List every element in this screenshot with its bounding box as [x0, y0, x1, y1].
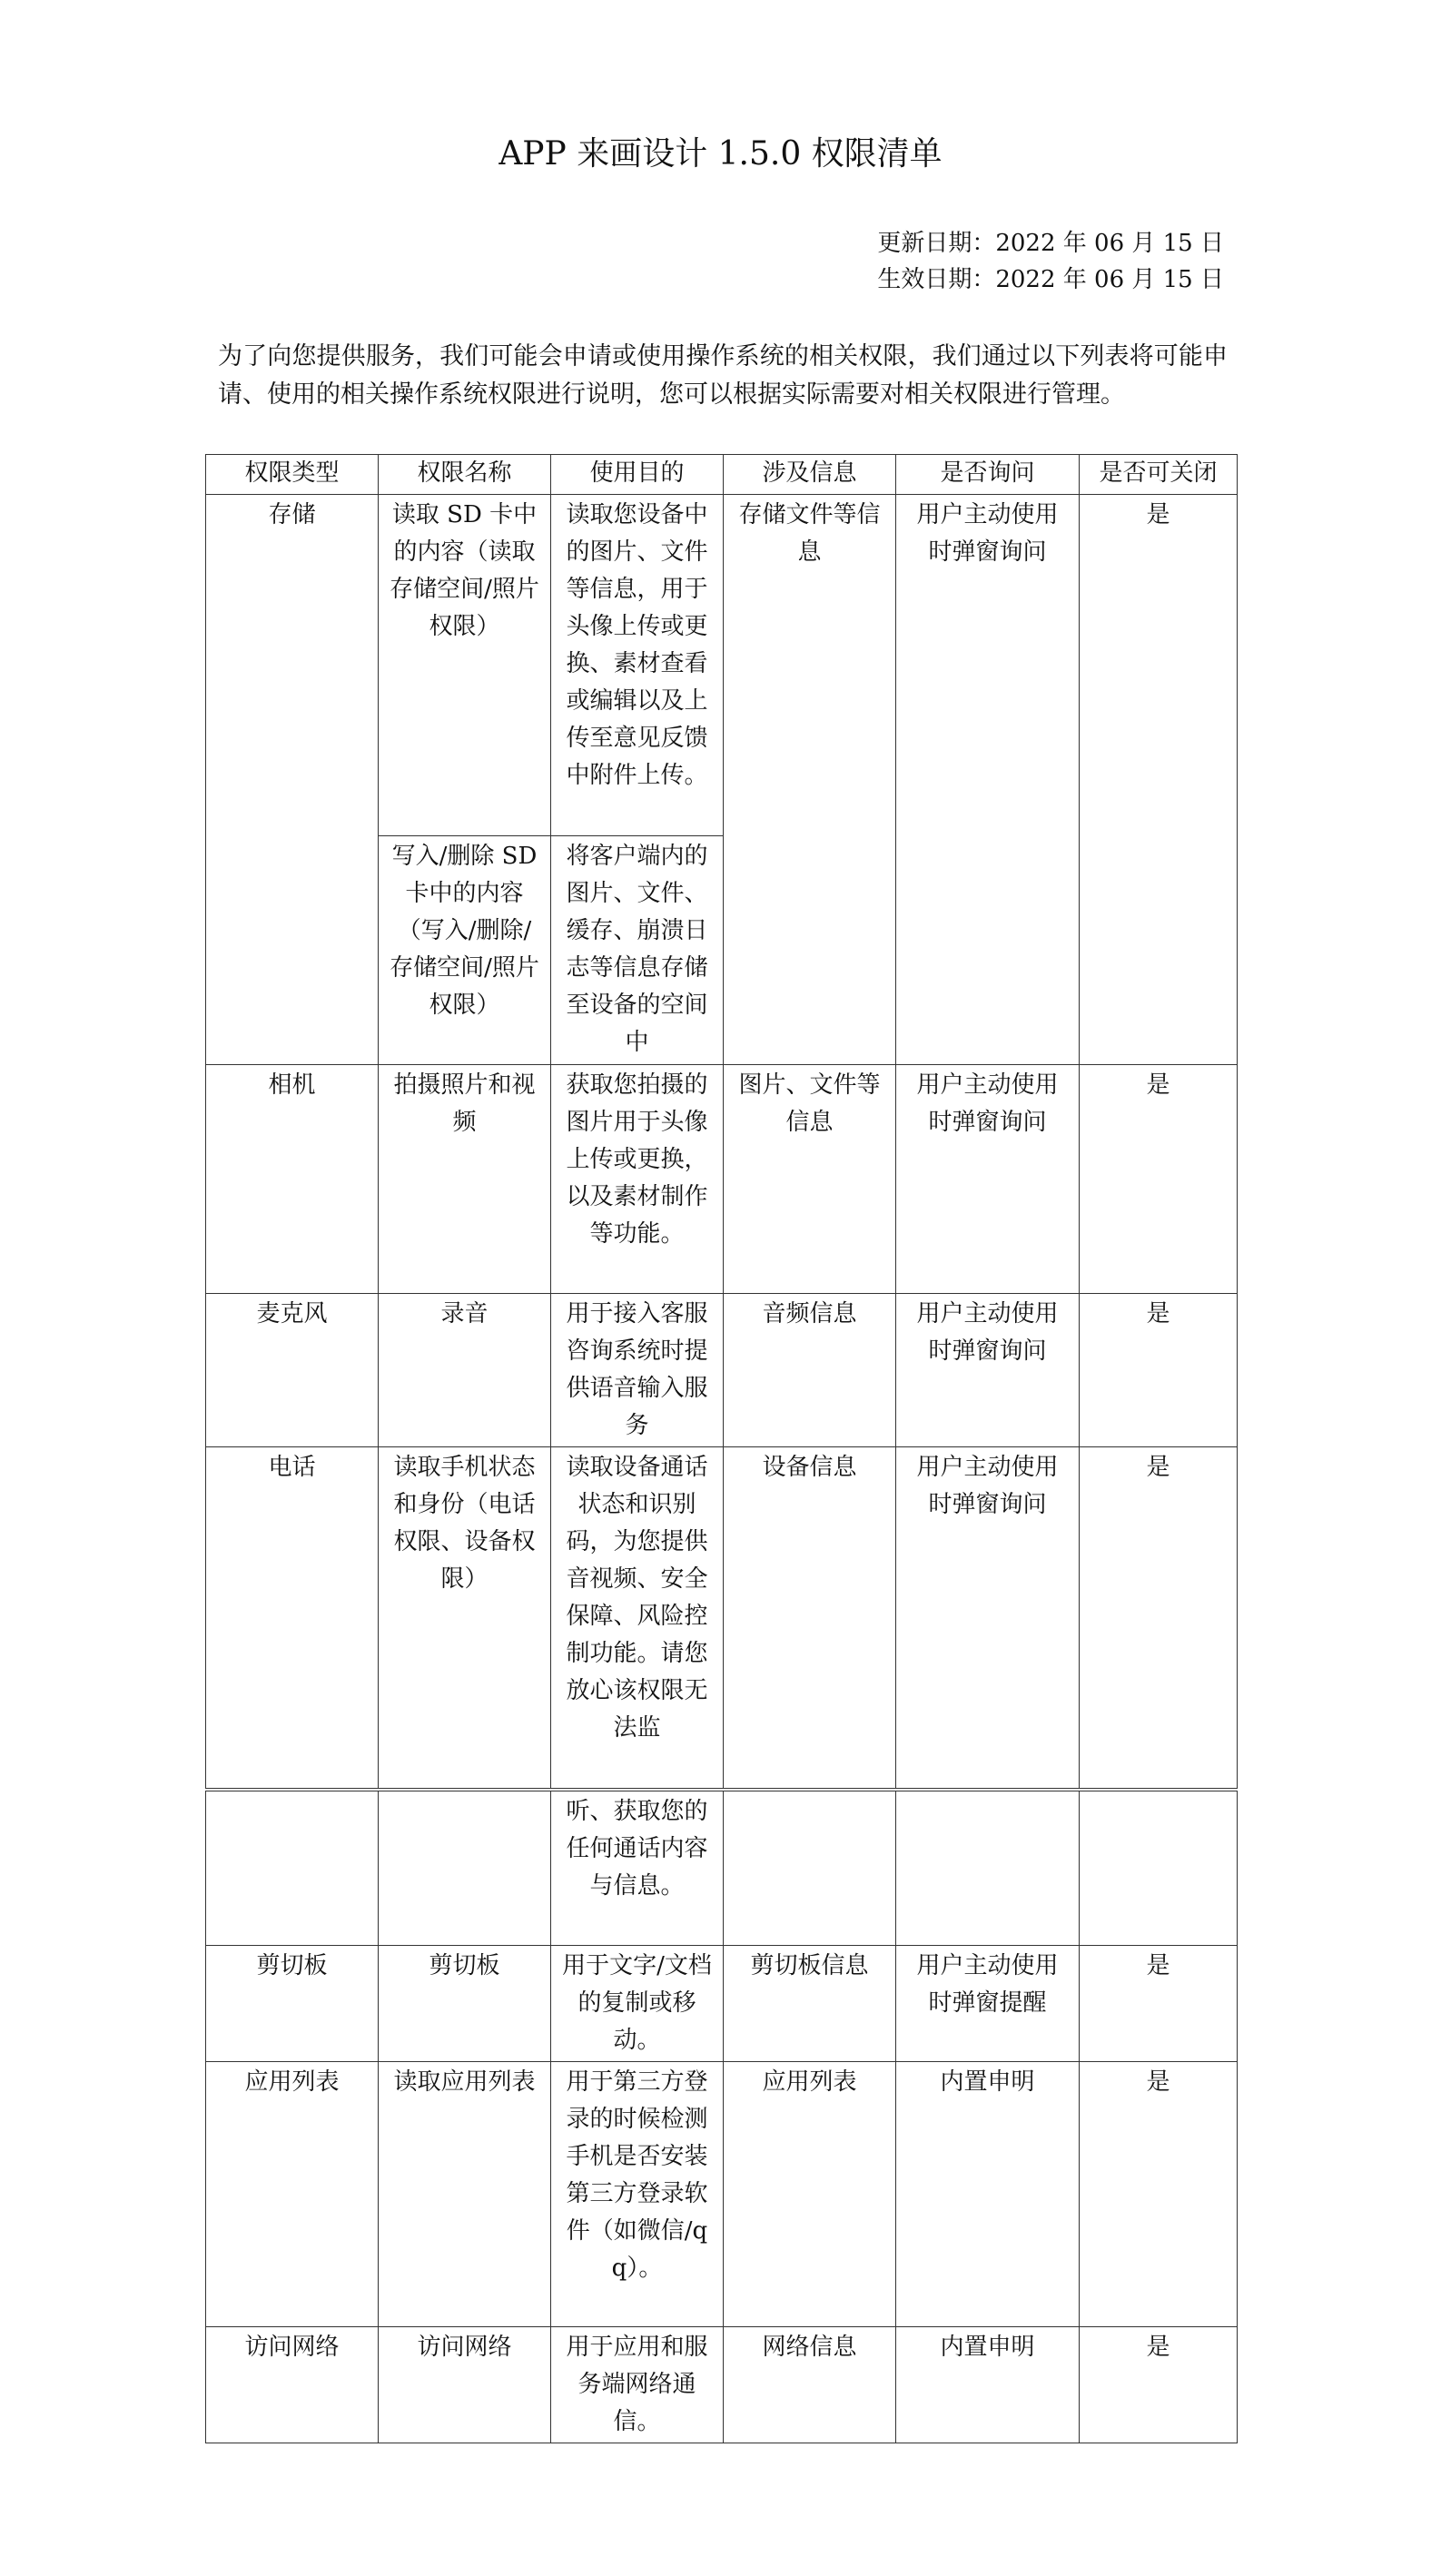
cell-info: 剪切板信息 [724, 1946, 896, 2062]
header-permission-type: 权限类型 [206, 455, 379, 495]
table-row [206, 1946, 1238, 2062]
cell-closable: 是 [1080, 2062, 1238, 2327]
table-row [206, 2062, 1238, 2327]
document-title: APP 来画设计 1.5.0 权限清单 [498, 135, 943, 173]
cell-name: 读取 SD 卡中的内容（读取存储空间/照片权限） [379, 495, 551, 836]
cell-ask: 用户主动使用时弹窗提醒 [896, 1946, 1080, 2062]
permissions-table-part-1 [205, 454, 1238, 1789]
cell-type: 应用列表 [206, 2062, 379, 2327]
cell-ask [896, 1791, 1080, 1946]
cell-closable: 是 [1080, 495, 1238, 1065]
cell-info: 网络信息 [724, 2327, 896, 2443]
header-info: 涉及信息 [724, 455, 896, 495]
date-block [877, 225, 1224, 298]
cell-info: 设备信息 [724, 1447, 896, 1789]
cell-type: 剪切板 [206, 1946, 379, 2062]
cell-name [379, 1791, 551, 1946]
cell-purpose: 用于文字/文档的复制或移动。 [551, 1946, 724, 2062]
header-purpose: 使用目的 [551, 455, 724, 495]
cell-closable: 是 [1080, 2327, 1238, 2443]
cell-type: 存储 [206, 495, 379, 1065]
cell-purpose: 获取您拍摄的图片用于头像上传或更换，以及素材制作等功能。 [551, 1065, 724, 1294]
cell-purpose: 用于应用和服务端网络通信。 [551, 2327, 724, 2443]
cell-ask: 内置申明 [896, 2062, 1080, 2327]
cell-name: 拍摄照片和视频 [379, 1065, 551, 1294]
cell-type: 访问网络 [206, 2327, 379, 2443]
cell-purpose: 用于第三方登录的时候检测手机是否安装第三方登录软件（如微信/qq）。 [551, 2062, 724, 2327]
cell-closable: 是 [1080, 1946, 1238, 2062]
table-row [206, 2327, 1238, 2443]
cell-name: 访问网络 [379, 2327, 551, 2443]
cell-info: 音频信息 [724, 1294, 896, 1447]
table-header-row [206, 455, 1238, 495]
table-row [206, 495, 1238, 836]
cell-name: 写入/删除 SD 卡中的内容（写入/删除/存储空间/照片权限） [379, 836, 551, 1065]
cell-name: 录音 [379, 1294, 551, 1447]
permissions-table-part-2 [205, 1791, 1238, 2443]
cell-purpose: 听、获取您的任何通话内容与信息。 [551, 1791, 724, 1946]
cell-info: 存储文件等信息 [724, 495, 896, 1065]
cell-closable [1080, 1791, 1238, 1946]
cell-info [724, 1791, 896, 1946]
cell-purpose: 读取设备通话状态和识别码，为您提供音视频、安全保障、风险控制功能。请您放心该权限无法监 [551, 1447, 724, 1789]
cell-name: 剪切板 [379, 1946, 551, 2062]
cell-type: 相机 [206, 1065, 379, 1294]
cell-purpose: 将客户端内的图片、文件、缓存、崩溃日志等信息存储至设备的空间中 [551, 836, 724, 1065]
cell-closable: 是 [1080, 1065, 1238, 1294]
cell-info: 应用列表 [724, 2062, 896, 2327]
cell-type: 电话 [206, 1447, 379, 1789]
cell-info: 图片、文件等信息 [724, 1065, 896, 1294]
cell-purpose: 读取您设备中的图片、文件等信息，用于头像上传或更换、素材查看或编辑以及上传至意见反馈中附件上传。 [551, 495, 724, 836]
table-row [206, 1447, 1238, 1789]
cell-purpose: 用于接入客服咨询系统时提供语音输入服务 [551, 1294, 724, 1447]
intro-paragraph: 为了向您提供服务，我们可能会申请或使用操作系统的相关权限，我们通过以下列表将可能申请、使用的相关操作系统权限进行说明，您可以根据实际需要对相关权限进行管理。 [218, 342, 1228, 409]
cell-name: 读取应用列表 [379, 2062, 551, 2327]
table-row [206, 1791, 1238, 1946]
cell-type [206, 1791, 379, 1946]
update-date: 更新日期：2022 年 06 月 15 日 [877, 230, 1224, 257]
cell-closable: 是 [1080, 1294, 1238, 1447]
header-permission-name: 权限名称 [379, 455, 551, 495]
header-ask: 是否询问 [896, 455, 1080, 495]
cell-ask: 内置申明 [896, 2327, 1080, 2443]
cell-ask: 用户主动使用时弹窗询问 [896, 1447, 1080, 1789]
cell-closable: 是 [1080, 1447, 1238, 1789]
header-closable: 是否可关闭 [1080, 455, 1238, 495]
cell-type: 麦克风 [206, 1294, 379, 1447]
table-row [206, 1065, 1238, 1294]
table-row [206, 1294, 1238, 1447]
cell-ask: 用户主动使用时弹窗询问 [896, 1294, 1080, 1447]
cell-ask: 用户主动使用时弹窗询问 [896, 495, 1080, 1065]
effective-date: 生效日期：2022 年 06 月 15 日 [877, 266, 1224, 293]
cell-ask: 用户主动使用时弹窗询问 [896, 1065, 1080, 1294]
cell-name: 读取手机状态和身份（电话权限、设备权限） [379, 1447, 551, 1789]
